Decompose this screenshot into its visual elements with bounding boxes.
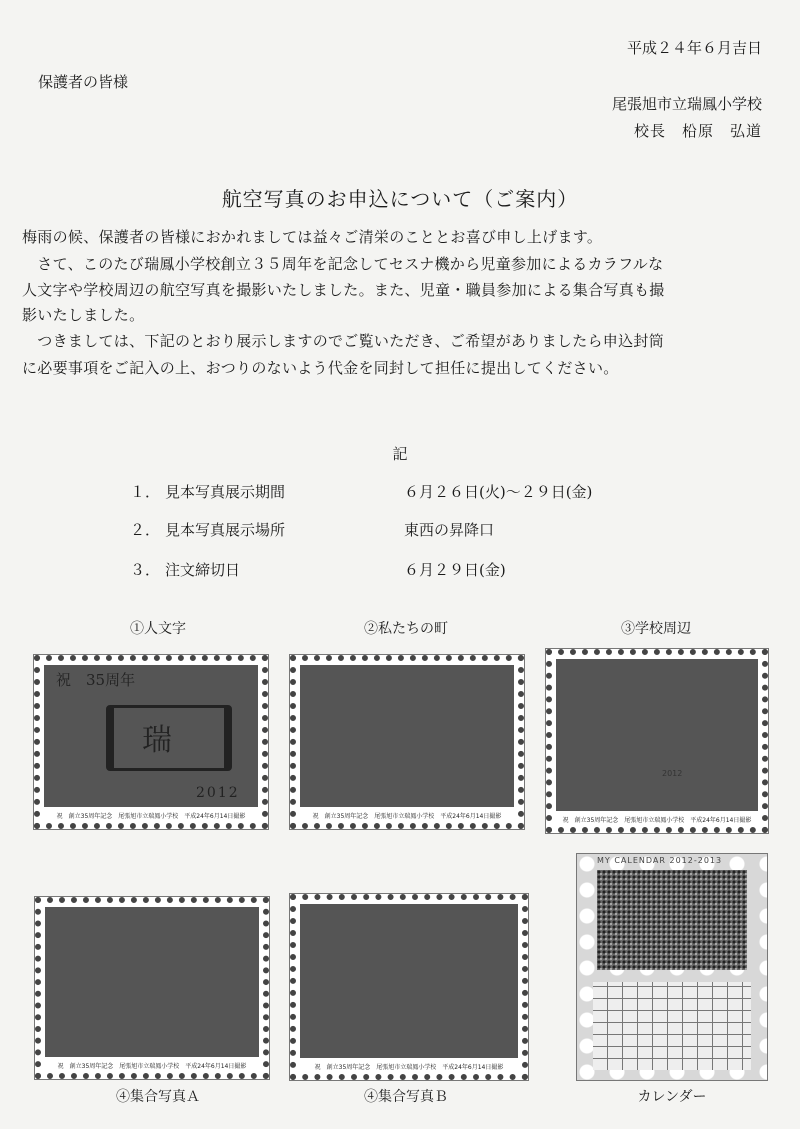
document-date: 平成２４年６月吉日 xyxy=(626,39,762,57)
photo-footer: 祝 創立35周年記念 尾張旭市立瑞鳳小学校 平成24年6月14日撮影 xyxy=(312,813,502,820)
photo-our-town xyxy=(289,654,525,830)
photo-image xyxy=(556,659,758,811)
body-line: 人文字や学校周辺の航空写真を撮影いたしました。また、児童・職員参加による集合写真も撮 xyxy=(22,281,665,299)
ki-heading: 記 xyxy=(392,445,408,463)
photo-caption: ②私たちの町 xyxy=(364,621,448,637)
body-line: さて、このたび瑞鳳小学校創立３５周年を記念してセスナ機から児童参加によるカラフルな xyxy=(22,255,664,273)
photo-caption: ④集合写真Ａ xyxy=(116,1089,200,1105)
item-value: ６月２９日(金) xyxy=(404,561,506,579)
body-line: 影いたしました。 xyxy=(22,306,145,324)
item-value: 東西の昇降口 xyxy=(404,521,495,539)
photo-image xyxy=(44,665,258,807)
item-number: ３． xyxy=(130,561,161,579)
photo-year: 2012 xyxy=(196,785,240,801)
photo-image xyxy=(300,665,514,807)
photo-text: 祝 35周年 xyxy=(56,671,136,689)
photo-caption: ④集合写真Ｂ xyxy=(364,1089,448,1105)
photo-text: 瑞 xyxy=(142,723,172,758)
calendar-grid xyxy=(593,982,751,1070)
item-label: 見本写真展示場所 xyxy=(165,521,286,539)
recipient: 保護者の皆様 xyxy=(38,73,129,91)
body-line: に必要事項をご記入の上、おつりのないよう代金を同封して担任に提出してください。 xyxy=(22,359,619,377)
item-label: 注文締切日 xyxy=(165,561,241,579)
photo-year: 2012 xyxy=(662,769,683,778)
photo-footer: 祝 創立35周年記念 尾張旭市立瑞鳳小学校 平成24年6月14日撮影 xyxy=(314,1064,504,1071)
item-number: １． xyxy=(130,483,161,501)
principal-name: 校長 柗原 弘道 xyxy=(633,122,762,140)
body-line: 梅雨の候、保護者の皆様におかれましては益々ご清栄のこととお喜び申し上げます。 xyxy=(22,228,603,246)
photo-school-area xyxy=(545,648,769,834)
item-value: ６月２６日(火)～２９日(金) xyxy=(404,483,593,501)
item-number: ２． xyxy=(130,521,161,539)
photo-caption: ③学校周辺 xyxy=(621,621,691,637)
calendar-header: MY CALENDAR 2012-2013 xyxy=(597,856,723,865)
document-title: 航空写真のお申込について（ご案内） xyxy=(221,187,579,211)
photo-footer: 祝 創立35周年記念 尾張旭市立瑞鳳小学校 平成24年6月14日撮影 xyxy=(57,1063,247,1070)
photo-calendar xyxy=(576,853,768,1081)
item-label: 見本写真展示期間 xyxy=(165,483,286,501)
calendar-image xyxy=(597,870,747,970)
photo-caption: カレンダー xyxy=(637,1089,707,1105)
school-name: 尾張旭市立瑞鳳小学校 xyxy=(611,95,762,113)
photo-group-b xyxy=(289,893,529,1081)
body-line: つきましては、下記のとおり展示しますのでご覧いただき、ご希望がありましたら申込封筒 xyxy=(22,332,665,350)
photo-footer: 祝 創立35周年記念 尾張旭市立瑞鳳小学校 平成24年6月14日撮影 xyxy=(562,817,752,824)
photo-image xyxy=(300,904,518,1058)
photo-group-a xyxy=(34,896,270,1080)
photo-caption: ①人文字 xyxy=(130,621,186,637)
photo-image xyxy=(45,907,259,1057)
photo-human-letters xyxy=(33,654,269,830)
photo-footer: 祝 創立35周年記念 尾張旭市立瑞鳳小学校 平成24年6月14日撮影 xyxy=(56,813,246,820)
